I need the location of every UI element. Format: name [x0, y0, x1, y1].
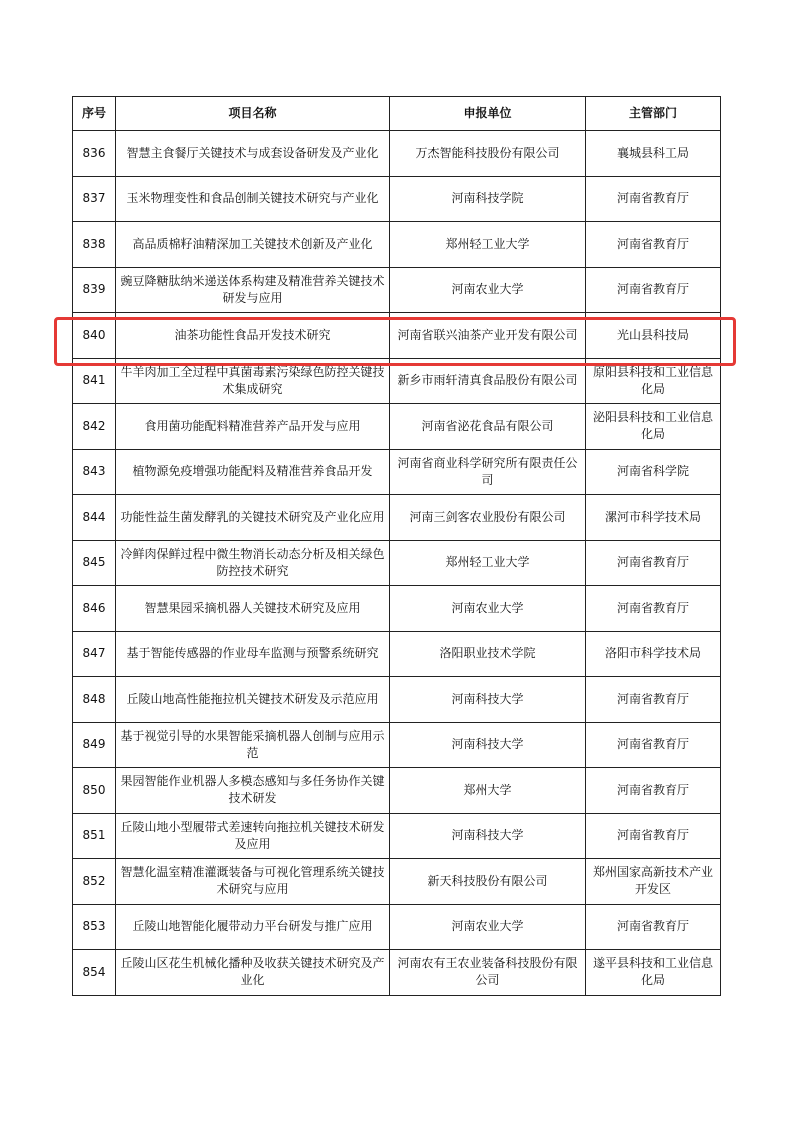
- cell-applicant: 河南农业大学: [390, 904, 586, 950]
- cell-project-name: 玉米物理变性和食品创制关键技术研究与产业化: [116, 176, 390, 222]
- cell-applicant: 万杰智能科技股份有限公司: [390, 131, 586, 177]
- table-row: [73, 904, 721, 950]
- cell-department: 光山县科技局: [586, 313, 721, 359]
- table-header-row: [73, 97, 721, 131]
- cell-applicant: 郑州大学: [390, 768, 586, 814]
- cell-serial: 854: [73, 950, 116, 996]
- cell-serial: 836: [73, 131, 116, 177]
- cell-department: 河南省教育厅: [586, 768, 721, 814]
- cell-project-name: 智慧化温室精准灌溉装备与可视化管理系统关键技术研究与应用: [116, 859, 390, 905]
- cell-project-name: 牛羊肉加工全过程中真菌毒素污染绿色防控关键技术集成研究: [116, 358, 390, 404]
- table-row: [73, 950, 721, 996]
- cell-serial: 840: [73, 313, 116, 359]
- cell-applicant: 河南省联兴油茶产业开发有限公司: [390, 313, 586, 359]
- cell-serial: 845: [73, 540, 116, 586]
- table-row: [73, 313, 721, 359]
- cell-applicant: 河南省商业科学研究所有限责任公司: [390, 449, 586, 495]
- cell-department: 河南省教育厅: [586, 176, 721, 222]
- header-applicant: 申报单位: [390, 97, 586, 131]
- cell-serial: 847: [73, 631, 116, 677]
- cell-project-name: 植物源免疫增强功能配料及精准营养食品开发: [116, 449, 390, 495]
- cell-department: 泌阳县科技和工业信息化局: [586, 404, 721, 450]
- cell-project-name: 高品质棉籽油精深加工关键技术创新及产业化: [116, 222, 390, 268]
- cell-project-name: 基于智能传感器的作业母车监测与预警系统研究: [116, 631, 390, 677]
- cell-project-name: 冷鲜肉保鲜过程中微生物消长动态分析及相关绿色防控技术研究: [116, 540, 390, 586]
- cell-applicant: 河南科技学院: [390, 176, 586, 222]
- cell-serial: 837: [73, 176, 116, 222]
- table-row: [73, 449, 721, 495]
- cell-project-name: 功能性益生菌发酵乳的关键技术研究及产业化应用: [116, 495, 390, 541]
- cell-project-name: 丘陵山地小型履带式差速转向拖拉机关键技术研发及应用: [116, 813, 390, 859]
- table-row: [73, 222, 721, 268]
- table-row: [73, 358, 721, 404]
- cell-project-name: 智慧主食餐厅关键技术与成套设备研发及产业化: [116, 131, 390, 177]
- cell-serial: 838: [73, 222, 116, 268]
- header-department: 主管部门: [586, 97, 721, 131]
- table-row: [73, 859, 721, 905]
- cell-serial: 849: [73, 722, 116, 768]
- cell-department: 原阳县科技和工业信息化局: [586, 358, 721, 404]
- cell-department: 遂平县科技和工业信息化局: [586, 950, 721, 996]
- cell-project-name: 基于视觉引导的水果智能采摘机器人创制与应用示范: [116, 722, 390, 768]
- cell-serial: 853: [73, 904, 116, 950]
- cell-department: 河南省教育厅: [586, 540, 721, 586]
- cell-serial: 851: [73, 813, 116, 859]
- header-serial: 序号: [73, 97, 116, 131]
- cell-department: 洛阳市科学技术局: [586, 631, 721, 677]
- table-row: [73, 131, 721, 177]
- cell-project-name: 油茶功能性食品开发技术研究: [116, 313, 390, 359]
- cell-serial: 850: [73, 768, 116, 814]
- cell-department: 河南省科学院: [586, 449, 721, 495]
- cell-serial: 842: [73, 404, 116, 450]
- cell-applicant: 洛阳职业技术学院: [390, 631, 586, 677]
- cell-serial: 843: [73, 449, 116, 495]
- cell-applicant: 河南农有王农业装备科技股份有限公司: [390, 950, 586, 996]
- cell-applicant: 河南科技大学: [390, 813, 586, 859]
- cell-department: 河南省教育厅: [586, 722, 721, 768]
- cell-serial: 839: [73, 267, 116, 313]
- cell-department: 河南省教育厅: [586, 586, 721, 632]
- table-row: [73, 176, 721, 222]
- cell-department: 漯河市科学技术局: [586, 495, 721, 541]
- cell-applicant: 新乡市雨轩清真食品股份有限公司: [390, 358, 586, 404]
- cell-project-name: 智慧果园采摘机器人关键技术研究及应用: [116, 586, 390, 632]
- table-row: [73, 722, 721, 768]
- cell-applicant: 河南省泌花食品有限公司: [390, 404, 586, 450]
- cell-applicant: 郑州轻工业大学: [390, 222, 586, 268]
- cell-serial: 848: [73, 677, 116, 723]
- cell-serial: 841: [73, 358, 116, 404]
- table-row: [73, 586, 721, 632]
- cell-project-name: 豌豆降糖肽纳米递送体系构建及精准营养关键技术研发与应用: [116, 267, 390, 313]
- header-project-name: 项目名称: [116, 97, 390, 131]
- cell-applicant: 河南科技大学: [390, 722, 586, 768]
- table-row: [73, 495, 721, 541]
- cell-applicant: 河南三剑客农业股份有限公司: [390, 495, 586, 541]
- cell-project-name: 果园智能作业机器人多模态感知与多任务协作关键技术研发: [116, 768, 390, 814]
- cell-applicant: 河南农业大学: [390, 267, 586, 313]
- cell-department: 河南省教育厅: [586, 222, 721, 268]
- cell-department: 河南省教育厅: [586, 904, 721, 950]
- table-row: [73, 404, 721, 450]
- cell-serial: 846: [73, 586, 116, 632]
- cell-serial: 844: [73, 495, 116, 541]
- cell-applicant: 河南科技大学: [390, 677, 586, 723]
- cell-department: 河南省教育厅: [586, 813, 721, 859]
- cell-project-name: 丘陵山地高性能拖拉机关键技术研发及示范应用: [116, 677, 390, 723]
- cell-department: 河南省教育厅: [586, 677, 721, 723]
- table-row: [73, 768, 721, 814]
- cell-applicant: 新天科技股份有限公司: [390, 859, 586, 905]
- table-row: [73, 267, 721, 313]
- table-row: [73, 813, 721, 859]
- cell-department: 河南省教育厅: [586, 267, 721, 313]
- cell-project-name: 食用菌功能配料精准营养产品开发与应用: [116, 404, 390, 450]
- table-row: [73, 677, 721, 723]
- cell-project-name: 丘陵山区花生机械化播种及收获关键技术研究及产业化: [116, 950, 390, 996]
- project-table: [72, 96, 721, 996]
- cell-serial: 852: [73, 859, 116, 905]
- cell-department: 郑州国家高新技术产业开发区: [586, 859, 721, 905]
- cell-applicant: 河南农业大学: [390, 586, 586, 632]
- table-row: [73, 631, 721, 677]
- cell-applicant: 郑州轻工业大学: [390, 540, 586, 586]
- table-row: [73, 540, 721, 586]
- cell-project-name: 丘陵山地智能化履带动力平台研发与推广应用: [116, 904, 390, 950]
- cell-department: 襄城县科工局: [586, 131, 721, 177]
